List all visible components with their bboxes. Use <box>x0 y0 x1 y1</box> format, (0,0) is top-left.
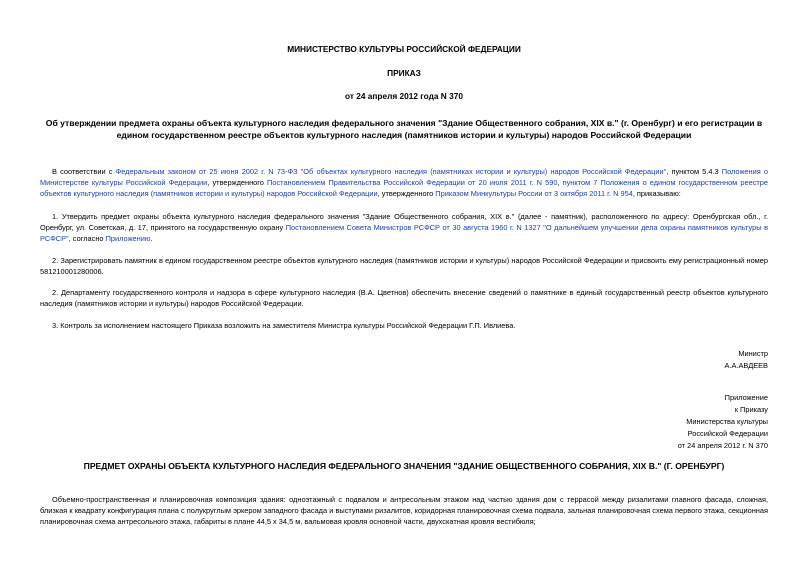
appendix-date: от 24 апреля 2012 г. N 370 <box>677 441 768 450</box>
appendix-paragraph: Объемно-пространственная и планировочная композиция здания: одноэтажный с подвалом и антресольным этажом над частью здания дом с террасой между ризалитами главного фасада, сложная, близкая к квадрату конфигурация плана с полукруглым эркером западного фасада и выступами ризалитов, коридорная планировочная схема подвала, зальная планировочная схема первого этажа, секционная планировочная схема антресольного этажа, габариты в плане 44,5 x 34,5 м, вальмовая кровля основной части, двухскатная кровля вестибюля; <box>40 495 768 526</box>
doc-type-heading: ПРИКАЗ <box>387 68 421 78</box>
appendix-ministry: Министерства культуры <box>686 417 768 426</box>
item-2-paragraph: 2. Зарегистрировать памятник в едином государственном реестре объектов культурного наследия (памятников истории и культуры) народов Российской Федерации и присвоить ему регистрационный номер 581210001280006. <box>40 256 768 276</box>
signature-name: А.А.АВДЕЕВ <box>724 361 768 370</box>
ministry-heading: МИНИСТЕРСТВО КУЛЬТУРЫ РОССИЙСКОЙ ФЕДЕРАЦИИ <box>287 44 521 54</box>
rsfsr-decree-link[interactable]: Постановлением Совета Министров РСФСР от 30 августа 1960 г. N 1327 "О дальнейшем улучшении дела охраны памятников культуры в РСФСР" <box>40 223 768 243</box>
item-2b-paragraph: 2. Департаменту государственного контроля и надзора в сфере культурного наследия (В.А. Цветнов) обеспечить внесение сведений о памятнике в единый государственный реестр объектов культурного наследия (памятников истории и культуры) народов Российской Федерации. <box>40 288 768 308</box>
federal-law-link[interactable]: Федеральным законом от 25 июня 2002 г. N 73-ФЗ "Об объектах культурного наследия (памятниках истории и культуры) народов Российской Федерации" <box>115 167 667 176</box>
signature-position: Министр <box>738 349 768 358</box>
minculture-order-link[interactable]: Приказом Минкультуры России от 3 октября 2011 г. N 954 <box>435 189 633 198</box>
doc-subject-heading: Об утверждении предмета охраны объекта культурного наследия федерального значения "Здание Общественного собрания, XIX в." (г. Оренбург) и его регистрации в едином государственном реестре объектов культурного наследия (памятников истории и культуры) народов Российской Федерации <box>45 118 763 140</box>
registry-regulation-link[interactable]: пунктом 7 Положения о едином государственном реестре объектов культурного наследия (памятников истории и культуры) народов Российской Федерации <box>40 178 769 198</box>
government-decree-link[interactable]: Постановлением Правительства Российской Федерации от 20 июля 2011 г. N 590 <box>267 178 558 187</box>
appendix-link[interactable]: Приложению <box>105 234 151 243</box>
appendix-to-order: к Приказу <box>734 405 768 414</box>
preamble-paragraph: В соответствии с Федеральным законом от 25 июня 2002 г. N 73-ФЗ "Об объектах культурного наследия (памятниках истории и культуры) народов Российской Федерации", пунктом 5.4.3 Положения о Министерстве культуры Российской Федерации, утвержденного Постановлением Правительства Российской Федерации от 20 июля 2011 г. N 590, пунктом 7 Положения о едином государственном реестре объектов культурного наследия (памятников истории и культуры) народов Российской Федерации, утвержденного Приказом Минкультуры России от 3 октября 2011 г. N 954, приказываю: <box>40 167 769 198</box>
appendix-federation: Российской Федерации <box>687 429 768 438</box>
ministry-regulation-link[interactable]: Положения о Министерстве культуры Российской Федерации <box>40 167 768 187</box>
appendix-title: ПРЕДМЕТ ОХРАНЫ ОБЪЕКТА КУЛЬТУРНОГО НАСЛЕДИЯ ФЕДЕРАЛЬНОГО ЗНАЧЕНИЯ "ЗДАНИЕ ОБЩЕСТВЕННОГО СОБРАНИЯ, XIX В." (Г. ОРЕНБУРГ) <box>83 461 725 471</box>
doc-date-heading: от 24 апреля 2012 года N 370 <box>345 91 463 101</box>
item-1-paragraph: 1. Утвердить предмет охраны объекта культурного наследия федерального значения "Здание Общественного собрания, XIX в." (далее - памятник), расположенного по адресу: Оренбургская обл., г. Оренбург, ул. Советская, д. 17, принятого на государственную охрану Постановлением Совета Министров РСФСР от 30 августа 1960 г. N 1327 "О дальнейшем улучшении дела охраны памятников культуры в РСФСР", согласно Приложению. <box>40 212 768 243</box>
item-3-paragraph: 3. Контроль за исполнением настоящего Приказа возложить на заместителя Министра культуры Российской Федерации Г.П. Ивлиева. <box>52 321 516 330</box>
appendix-label: Приложение <box>724 393 768 402</box>
